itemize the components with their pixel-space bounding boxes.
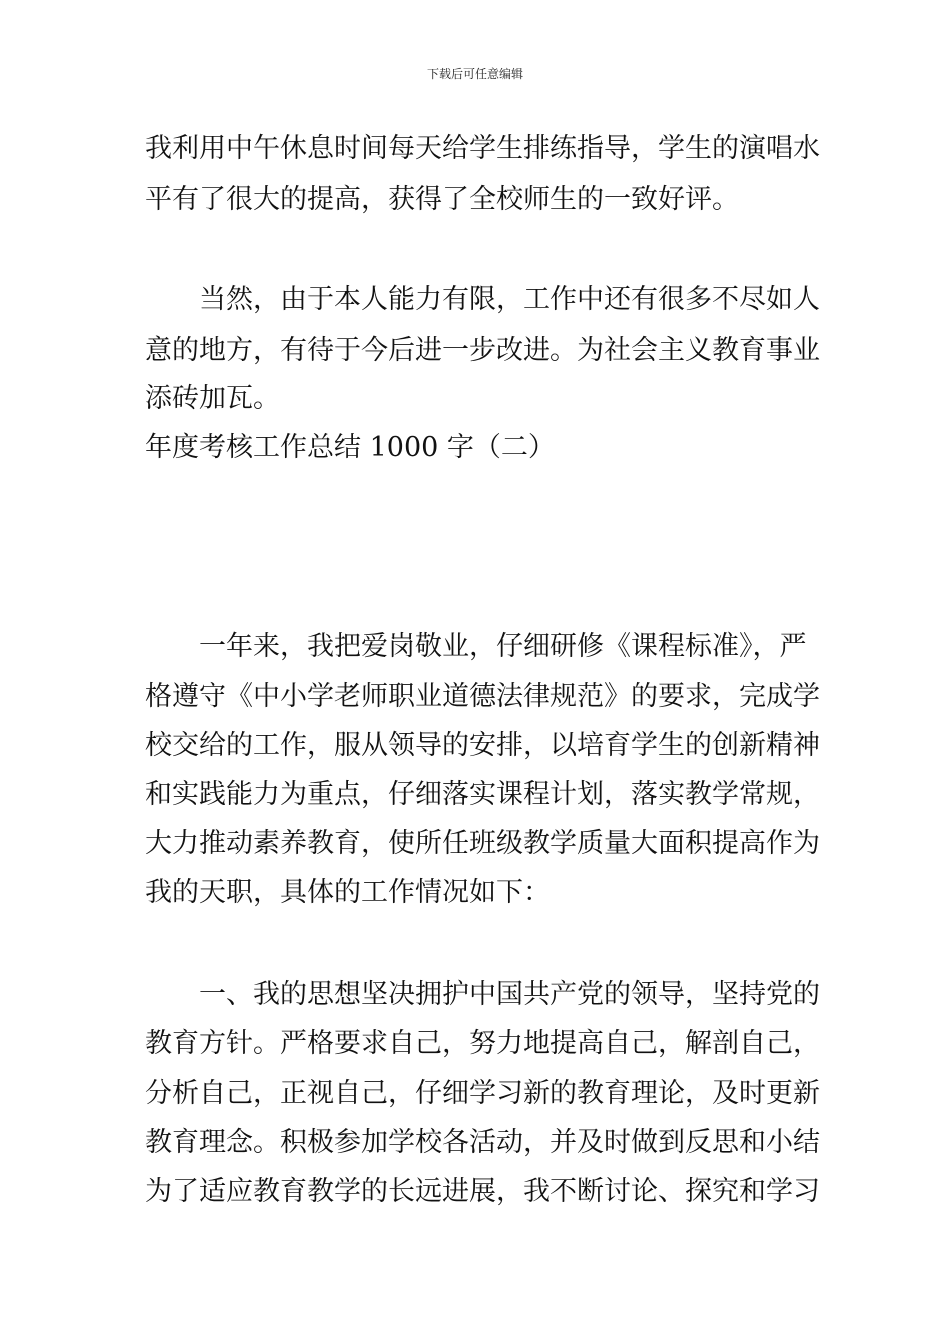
paragraph-line: 意的地方，有待于今后进一步改进。为社会主义教育事业 [145,335,820,366]
page-header-note: 下载后可任意编辑 [426,67,523,81]
paragraph-line: 添砖加瓦。 [145,383,280,414]
paragraph-line: 教育方针。严格要求自己，努力地提高自己，解剖自己， [145,1028,820,1059]
paragraph-line: 我的天职，具体的工作情况如下： [145,877,550,908]
paragraph-line: 和实践能力为重点，仔细落实课程计划，落实教学常规， [145,779,820,810]
paragraph-line: 当然，由于本人能力有限，工作中还有很多不尽如人 [199,284,820,315]
paragraph-line: 为了适应教育教学的长远进展，我不断讨论、探究和学习 [145,1176,820,1207]
paragraph-line: 校交给的工作，服从领导的安排，以培育学生的创新精神 [145,730,820,761]
paragraph-line: 大力推动素养教育，使所任班级教学质量大面积提高作为 [145,828,820,859]
section-heading: 年度考核工作总结 1000 字（二） [145,432,555,463]
paragraph-line: 我利用中午休息时间每天给学生排练指导，学生的演唱水 [145,133,820,164]
paragraph-line: 分析自己，正视自己，仔细学习新的教育理论，及时更新 [145,1078,820,1109]
paragraph-line: 一年来，我把爱岗敬业，仔细研修《课程标准》，严 [199,631,807,662]
paragraph-line: 平有了很大的提高，获得了全校师生的一致好评。 [145,184,739,215]
paragraph-line: 一、我的思想坚决拥护中国共产党的领导，坚持党的 [199,979,820,1010]
paragraph-line: 教育理念。积极参加学校各活动，并及时做到反思和小结 [145,1127,820,1158]
paragraph-line: 格遵守《中小学老师职业道德法律规范》的要求，完成学 [145,681,820,712]
